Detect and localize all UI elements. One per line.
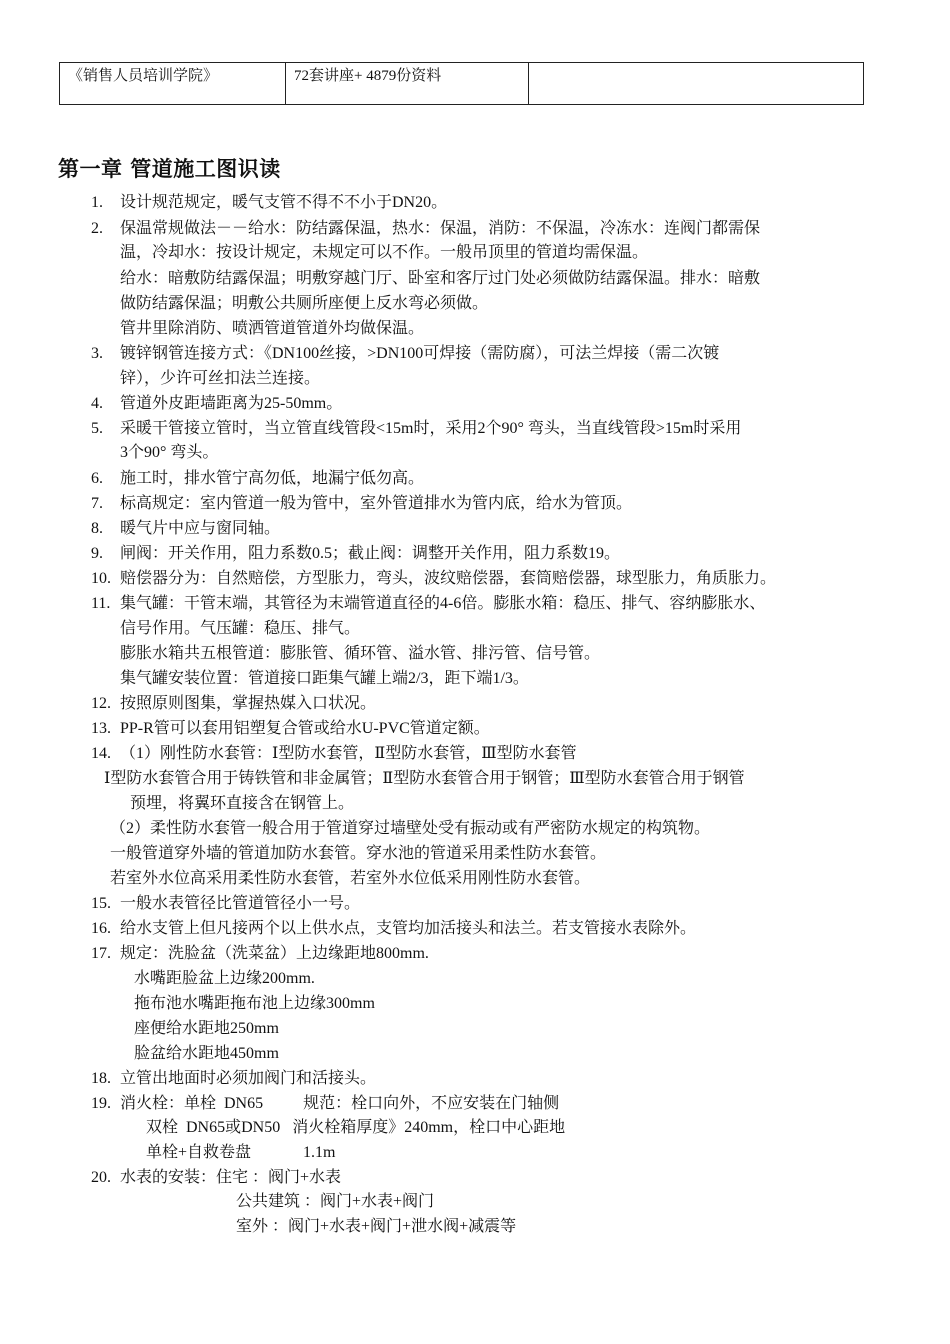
list-number: 12. [91, 695, 111, 712]
list-number: 7. [91, 495, 103, 512]
list-item-text: 拖布池水嘴距拖布池上边缘300mm [134, 995, 375, 1012]
list-item-text: 室外 ：阀门+水表+阀门+泄水阀+减震等 [236, 1218, 517, 1235]
table-cell-course-name: 《销售人员培训学院》 [60, 63, 286, 105]
list-item-text: 给水支管上但凡接两个以上供水点，支管均加活接头和法兰。若支管接水表除外。 [120, 920, 697, 937]
list-item-text: 3个90° 弯头。 [120, 444, 219, 461]
list-item-text: （2）柔性防水套管一般合用于管道穿过墙壁处受有振动或有严密防水规定的构筑物。 [110, 820, 711, 837]
list-item-text: 锌），少许可丝扣法兰连接。 [120, 370, 321, 387]
list-number: 4. [91, 395, 103, 412]
list-item-text: 设计规范规定，暖气支管不得不不小于DN20。 [120, 194, 448, 211]
list-item-text: 双栓 DN65或DN50 消火栓箱厚度》240mm，栓口中心距地 [146, 1119, 566, 1136]
list-item-text: 温，冷却水：按设计规定，未规定可以不作。一般吊顶里的管道均需保温。 [120, 244, 649, 261]
list-item-text: 管井里除消防、喷洒管道管道外均做保温。 [120, 320, 425, 337]
list-item-text: 消火栓：单栓 DN65 规范：栓口向外，不应安装在门轴侧 [120, 1095, 560, 1112]
list-number: 11. [91, 595, 111, 612]
list-item-text: 信号作用。气压罐：稳压、排气。 [120, 620, 361, 637]
chapter-title: 第一章 管道施工图识读 [58, 157, 281, 181]
list-item-text: 镀锌钢管连接方式：《DN100丝接，>DN100可焊接（需防腐），可法兰焊接（需二次镀 [120, 345, 720, 362]
list-item-text: 集气罐：干管末端，其管径为末端管道直径的4-6倍。膨胀水箱：稳压、排气、容纳膨胀水、 [120, 595, 766, 612]
list-item-text: 一般水表管径比管道管径小一号。 [120, 895, 361, 912]
table-cell-empty [529, 63, 864, 105]
list-item-text: 一般管道穿外墙的管道加防水套管。穿水池的管道采用柔性防水套管。 [110, 845, 607, 862]
list-item-text: 赔偿器分为：自然赔偿，方型胀力，弯头，波纹赔偿器，套筒赔偿器，球型胀力，角质胀力。 [120, 570, 777, 587]
list-number: 10. [91, 570, 111, 587]
table-cell-materials: 72套讲座+ 4879份资料 [286, 63, 529, 105]
list-number: 2. [91, 220, 103, 237]
list-number: 20. [91, 1169, 111, 1186]
list-item-text: 水表的安装：住宅 ：阀门+水表 [120, 1169, 342, 1186]
list-item-text: 保温常规做法－－给水：防结露保温，热水：保温，消防：不保温，冷冻水：连阀门都需保 [120, 220, 761, 237]
list-item-text: 预埋，将翼环直接含在钢管上。 [130, 795, 355, 812]
list-number: 18. [91, 1070, 111, 1087]
list-item-text: 采暖干管接立管时，当立管直线管段<15m时，采用2个90° 弯头，当直线管段>15m时采用 [120, 420, 742, 437]
list-item-text: 若室外水位高采用柔性防水套管，若室外水位低采用刚性防水套管。 [110, 870, 591, 887]
list-number: 8. [91, 520, 103, 537]
list-item-text: 标高规定：室内管道一般为管中，室外管道排水为管内底，给水为管顶。 [120, 495, 633, 512]
list-number: 17. [91, 945, 111, 962]
table-row [60, 63, 864, 105]
list-number: 3. [91, 345, 103, 362]
list-item-text: 座便给水距地250mm [134, 1020, 279, 1037]
list-number: 15. [91, 895, 111, 912]
list-number: 14. [91, 745, 111, 762]
list-item-text: 暖气片中应与窗同轴。 [120, 520, 281, 537]
list-number: 19. [91, 1095, 111, 1112]
list-item-text: 施工时，排水管宁高勿低，地漏宁低勿高。 [120, 470, 425, 487]
list-item-text: 公共建筑 ：阀门+水表+阀门 [236, 1193, 435, 1210]
list-number: 13. [91, 720, 111, 737]
list-item-text: 水嘴距脸盆上边缘200mm. [134, 970, 315, 987]
list-item-text: 给水：暗敷防结露保温；明敷穿越门厅、卧室和客厅过门处必须做防结露保温。排水：暗敷 [120, 270, 761, 287]
header-table [59, 62, 864, 105]
list-item-text: 立管出地面时必须加阀门和活接头。 [120, 1070, 377, 1087]
list-item-text: 管道外皮距墙距离为25-50mm。 [120, 395, 343, 412]
list-number: 16. [91, 920, 111, 937]
list-number: 5. [91, 420, 103, 437]
list-item-text: 脸盆给水距地450mm [134, 1045, 279, 1062]
list-item-text: 做防结露保温；明敷公共厕所座便上反水弯必须做。 [120, 295, 489, 312]
list-number: 9. [91, 545, 103, 562]
list-item-text: Ⅰ型防水套管合用于铸铁管和非金属管；Ⅱ型防水套管合用于钢管；Ⅲ型防水套管合用于钢管 [104, 770, 745, 787]
list-item-text: 膨胀水箱共五根管道：膨胀管、循环管、溢水管、排污管、信号管。 [120, 645, 601, 662]
list-item-text: PP-R管可以套用铝塑复合管或给水U-PVC管道定额。 [120, 720, 490, 737]
list-item-text: 集气罐安装位置：管道接口距集气罐上端2/3，距下端1/3。 [120, 670, 529, 687]
list-number: 6. [91, 470, 103, 487]
list-item-text: 规定：洗脸盆（洗菜盆）上边缘距地800mm. [120, 945, 429, 962]
list-item-text: 闸阀：开关作用，阻力系数0.5；截止阀：调整开关作用，阻力系数19。 [120, 545, 621, 562]
list-number: 1. [91, 194, 103, 211]
list-item-text: 按照原则图集，掌握热媒入口状况。 [120, 695, 377, 712]
list-item-text: （1）刚性防水套管：Ⅰ型防水套管，Ⅱ型防水套管，Ⅲ型防水套管 [120, 745, 577, 762]
list-item-text: 单栓+自救卷盘 1.1m [146, 1144, 336, 1161]
